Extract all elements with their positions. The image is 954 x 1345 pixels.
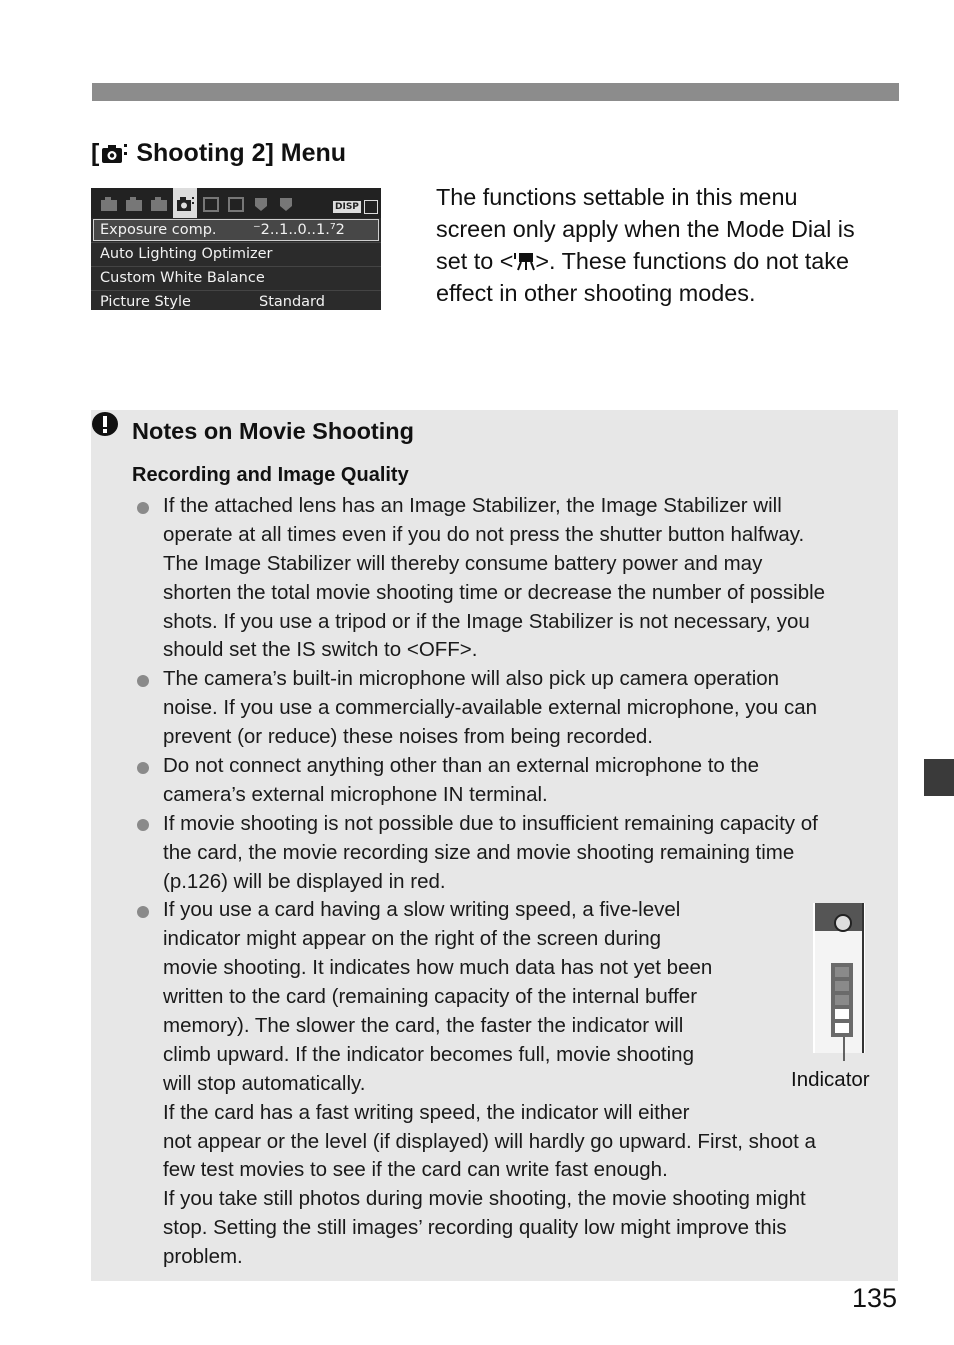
movie-mode-icon bbox=[513, 251, 535, 271]
active-tab bbox=[173, 188, 197, 218]
header-bar bbox=[92, 83, 899, 101]
exposure-scale: ⁻2..1..0..1.⁷2 bbox=[253, 222, 345, 238]
disp-label: DISP bbox=[335, 202, 359, 212]
playback-tab-icon bbox=[201, 194, 221, 214]
text-line: memory). The slower the card, the faster the indicator will bbox=[163, 1014, 684, 1038]
text-line: should set the IS switch to <OFF>. bbox=[163, 638, 478, 662]
camera-tab-icon bbox=[175, 194, 195, 214]
camera-tab-icon bbox=[149, 194, 169, 214]
text-line: stop. Setting the still images’ recording quality low might improve this bbox=[163, 1216, 787, 1240]
text-line: indicator might appear on the right of the screen during bbox=[163, 927, 661, 951]
text-line: If movie shooting is not possible due to insufficient remaining capacity of bbox=[163, 811, 818, 835]
text-line: written to the card (remaining capacity of the internal buffer bbox=[163, 985, 698, 1009]
indicator-label: Indicator bbox=[791, 1068, 870, 1091]
text-line: (p.126) will be displayed in red. bbox=[163, 869, 446, 893]
page-number: 135 bbox=[852, 1283, 898, 1313]
text-line: prevent (or reduce) these noises from being recorded. bbox=[163, 725, 653, 749]
text-line: movie shooting. It indicates how much data has not yet been bbox=[163, 956, 713, 980]
camera-menu-screenshot bbox=[91, 188, 381, 310]
text-line: If the attached lens has an Image Stabilizer, the Image Stabilizer will bbox=[163, 494, 782, 517]
notes-box bbox=[91, 410, 898, 1281]
text-line: few test movies to see if the card can write fast enough. bbox=[163, 1158, 668, 1182]
menu-row-auto-lighting bbox=[91, 242, 381, 266]
setup-tab-icon bbox=[276, 194, 296, 214]
intro-line: effect in other shooting modes. bbox=[436, 280, 756, 306]
bullet bbox=[137, 906, 149, 918]
menu-row-label: Exposure comp. bbox=[100, 222, 217, 238]
text-line: noise. If you use a commercially-available external microphone, you can bbox=[163, 696, 818, 720]
text-line: Do not connect anything other than an external microphone to the bbox=[163, 754, 760, 778]
chapter-tab bbox=[924, 759, 954, 796]
playback-tab-icon bbox=[226, 194, 246, 214]
text-line: climb upward. If the indicator becomes full, movie shooting bbox=[163, 1042, 694, 1066]
heading-text: Shooting 2] Menu bbox=[136, 139, 347, 167]
menu-row-label: Picture Style bbox=[100, 294, 191, 310]
menu-row-label: Custom White Balance bbox=[100, 270, 265, 286]
text-line: will stop automatically. bbox=[163, 1071, 366, 1095]
buffer-indicator-illustration bbox=[813, 903, 865, 1061]
text-line: not appear or the level (if displayed) will hardly go upward. First, shoot a bbox=[163, 1129, 816, 1153]
intro-line: screen only apply when the Mode Dial is bbox=[436, 216, 855, 242]
menu-row-custom-wb bbox=[91, 266, 381, 290]
text-line: If you take still photos during movie shooting, the movie shooting might bbox=[163, 1187, 806, 1211]
camera-tab-icon bbox=[99, 194, 119, 214]
camera-tab-icon bbox=[124, 194, 144, 214]
mymenu-tab-icon bbox=[364, 200, 378, 214]
text-line: problem. bbox=[163, 1245, 243, 1269]
text-line: the card, the movie recording size and movie shooting remaining time bbox=[163, 840, 795, 864]
notes-title: Notes on Movie Shooting bbox=[132, 418, 414, 444]
heading-open: [ bbox=[91, 139, 100, 167]
intro-line: set to < >. These functions do not take bbox=[436, 248, 849, 274]
notes-text bbox=[163, 492, 825, 1272]
notes-subtitle: Recording and Image Quality bbox=[132, 464, 409, 486]
intro-paragraph bbox=[436, 181, 906, 309]
text-line: camera’s external microphone IN terminal. bbox=[163, 782, 548, 806]
text-line: shots. If you use a tripod or if the Image Stabilizer is not necessary, you bbox=[163, 609, 810, 633]
menu-row-value: Standard bbox=[259, 294, 325, 310]
menu-row-exposure-comp bbox=[93, 219, 379, 241]
bullet bbox=[137, 502, 149, 514]
text-line: If the card has a fast writing speed, the indicator will either bbox=[163, 1100, 690, 1124]
text-line: The camera’s built-in microphone will also pick up camera operation bbox=[163, 667, 780, 691]
menu-row-label: Auto Lighting Optimizer bbox=[100, 246, 273, 262]
bullet bbox=[137, 819, 149, 831]
bullet bbox=[137, 762, 149, 774]
text-line: operate at all times even if you do not press the shutter button halfway. bbox=[163, 522, 805, 546]
bullet bbox=[137, 675, 149, 687]
camera-icon bbox=[100, 141, 130, 167]
setup-tab-icon bbox=[251, 194, 271, 214]
menu-heading bbox=[91, 139, 346, 168]
text-line: If you use a card having a slow writing speed, a five-level bbox=[163, 898, 681, 922]
menu-tab-strip bbox=[91, 188, 381, 218]
intro-line: The functions settable in this menu bbox=[436, 184, 798, 210]
caution-icon bbox=[91, 412, 119, 438]
menu-row-picture-style bbox=[91, 290, 381, 314]
text-line: shorten the total movie shooting time or decrease the number of possible bbox=[163, 580, 826, 604]
text-line: The Image Stabilizer will thereby consume battery power and may bbox=[163, 551, 763, 575]
